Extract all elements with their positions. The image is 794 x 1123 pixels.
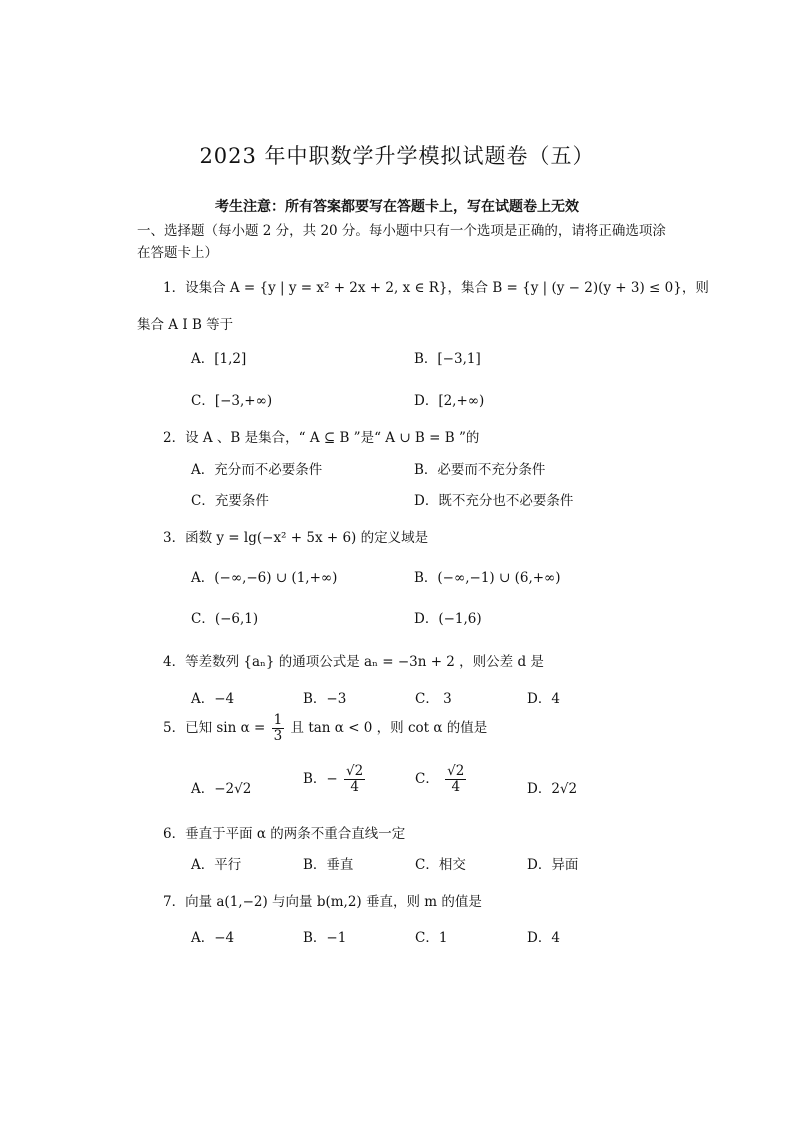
question-2-option-b: B．必要而不充分条件 xyxy=(414,462,546,478)
question-3-stem: 3．函数 y = lg(−x² + 5x + 6) 的定义域是 xyxy=(163,530,429,546)
question-4-option-b: B．−3 xyxy=(303,691,347,707)
question-1-option-a: A．[1,2] xyxy=(191,351,247,367)
question-7-stem: 7．向量 a(1,−2) 与向量 b(m,2) 垂直，则 m 的值是 xyxy=(163,894,482,910)
exam-notice: 考生注意：所有答案都要写在答题卡上，写在试题卷上无效 xyxy=(215,199,579,215)
question-2-option-d: D．既不充分也不必要条件 xyxy=(414,493,574,509)
question-3-option-b: B．(−∞,−1) ∪ (6,+∞) xyxy=(414,570,561,586)
question-7-option-c: C．1 xyxy=(415,930,448,946)
question-1-option-c: C．[−3,+∞) xyxy=(191,393,273,409)
question-3-option-c: C．(−6,1) xyxy=(191,611,259,627)
question-6-option-c: C．相交 xyxy=(415,857,466,873)
question-4-stem: 4．等差数列 {aₙ} 的通项公式是 aₙ = −3n + 2 ，则公差 d 是 xyxy=(163,654,544,670)
question-6-option-b: B．垂直 xyxy=(303,857,354,873)
question-5-option-b xyxy=(303,764,367,795)
question-5-stem-part-a: 5．已知 sin α = xyxy=(163,720,266,736)
page-title: 2023 年中职数学升学模拟试题卷（五） xyxy=(199,144,595,168)
question-7-option-d: D．4 xyxy=(527,930,560,946)
question-5-option-b-fraction xyxy=(344,764,365,795)
question-5-option-c-numerator: √2 xyxy=(447,763,465,779)
question-5-option-b-label: B．− xyxy=(303,771,338,787)
question-7-option-b: B．−1 xyxy=(303,930,347,946)
question-1-stem-continued: 集合 A I B 等于 xyxy=(137,317,234,333)
question-4-option-c: C． 3 xyxy=(415,691,452,707)
question-5-fraction xyxy=(272,713,285,744)
question-4-option-a: A．−4 xyxy=(191,691,235,707)
question-4-option-d: D．4 xyxy=(527,691,560,707)
question-6-option-a: A．平行 xyxy=(191,857,242,873)
question-2-option-a: A．充分而不必要条件 xyxy=(191,462,323,478)
question-5-option-b-denominator: 4 xyxy=(350,779,359,795)
question-5-option-a: A．−2√2 xyxy=(191,781,252,797)
question-5-stem xyxy=(163,713,487,744)
question-7-option-a: A．−4 xyxy=(191,930,235,946)
question-5-stem-part-b: 且 tan α < 0 ，则 cot α 的值是 xyxy=(290,720,488,736)
question-5-option-c-label: C． xyxy=(415,771,439,787)
question-2-option-c: C．充要条件 xyxy=(191,493,269,509)
question-5-option-d: D．2√2 xyxy=(527,781,578,797)
question-5-option-c-denominator: 4 xyxy=(451,779,461,795)
question-5-option-c-fraction xyxy=(445,764,466,795)
question-5-option-c xyxy=(415,764,468,795)
question-1-option-b: B．[−3,1] xyxy=(414,351,481,367)
question-1-stem: 1．设集合 A = {y | y = x² + 2x + 2, x ∈ R}，集合 B = {y | (y − 2)(y + 3) ≤ 0}，则 xyxy=(163,280,709,296)
question-5-option-b-numerator: √2 xyxy=(346,763,364,779)
question-5-fraction-denominator: 3 xyxy=(273,728,283,744)
question-6-option-d: D．异面 xyxy=(527,857,579,873)
question-3-option-a: A．(−∞,−6) ∪ (1,+∞) xyxy=(191,570,338,586)
question-2-stem: 2．设 A 、B 是集合，“ A ⊆ B ”是“ A ∪ B = B ”的 xyxy=(163,430,480,446)
question-6-stem: 6．垂直于平面 α 的两条不重合直线一定 xyxy=(163,826,406,842)
question-1-option-d: D．[2,+∞) xyxy=(414,393,485,409)
question-3-option-d: D．(−1,6) xyxy=(414,611,482,627)
question-5-fraction-numerator: 1 xyxy=(273,712,283,728)
section-heading: 一、选择题（每小题 2 分，共 20 分。每小题中只有一个选项是正确的，请将正确选项涂在答题卡上） xyxy=(137,223,666,261)
